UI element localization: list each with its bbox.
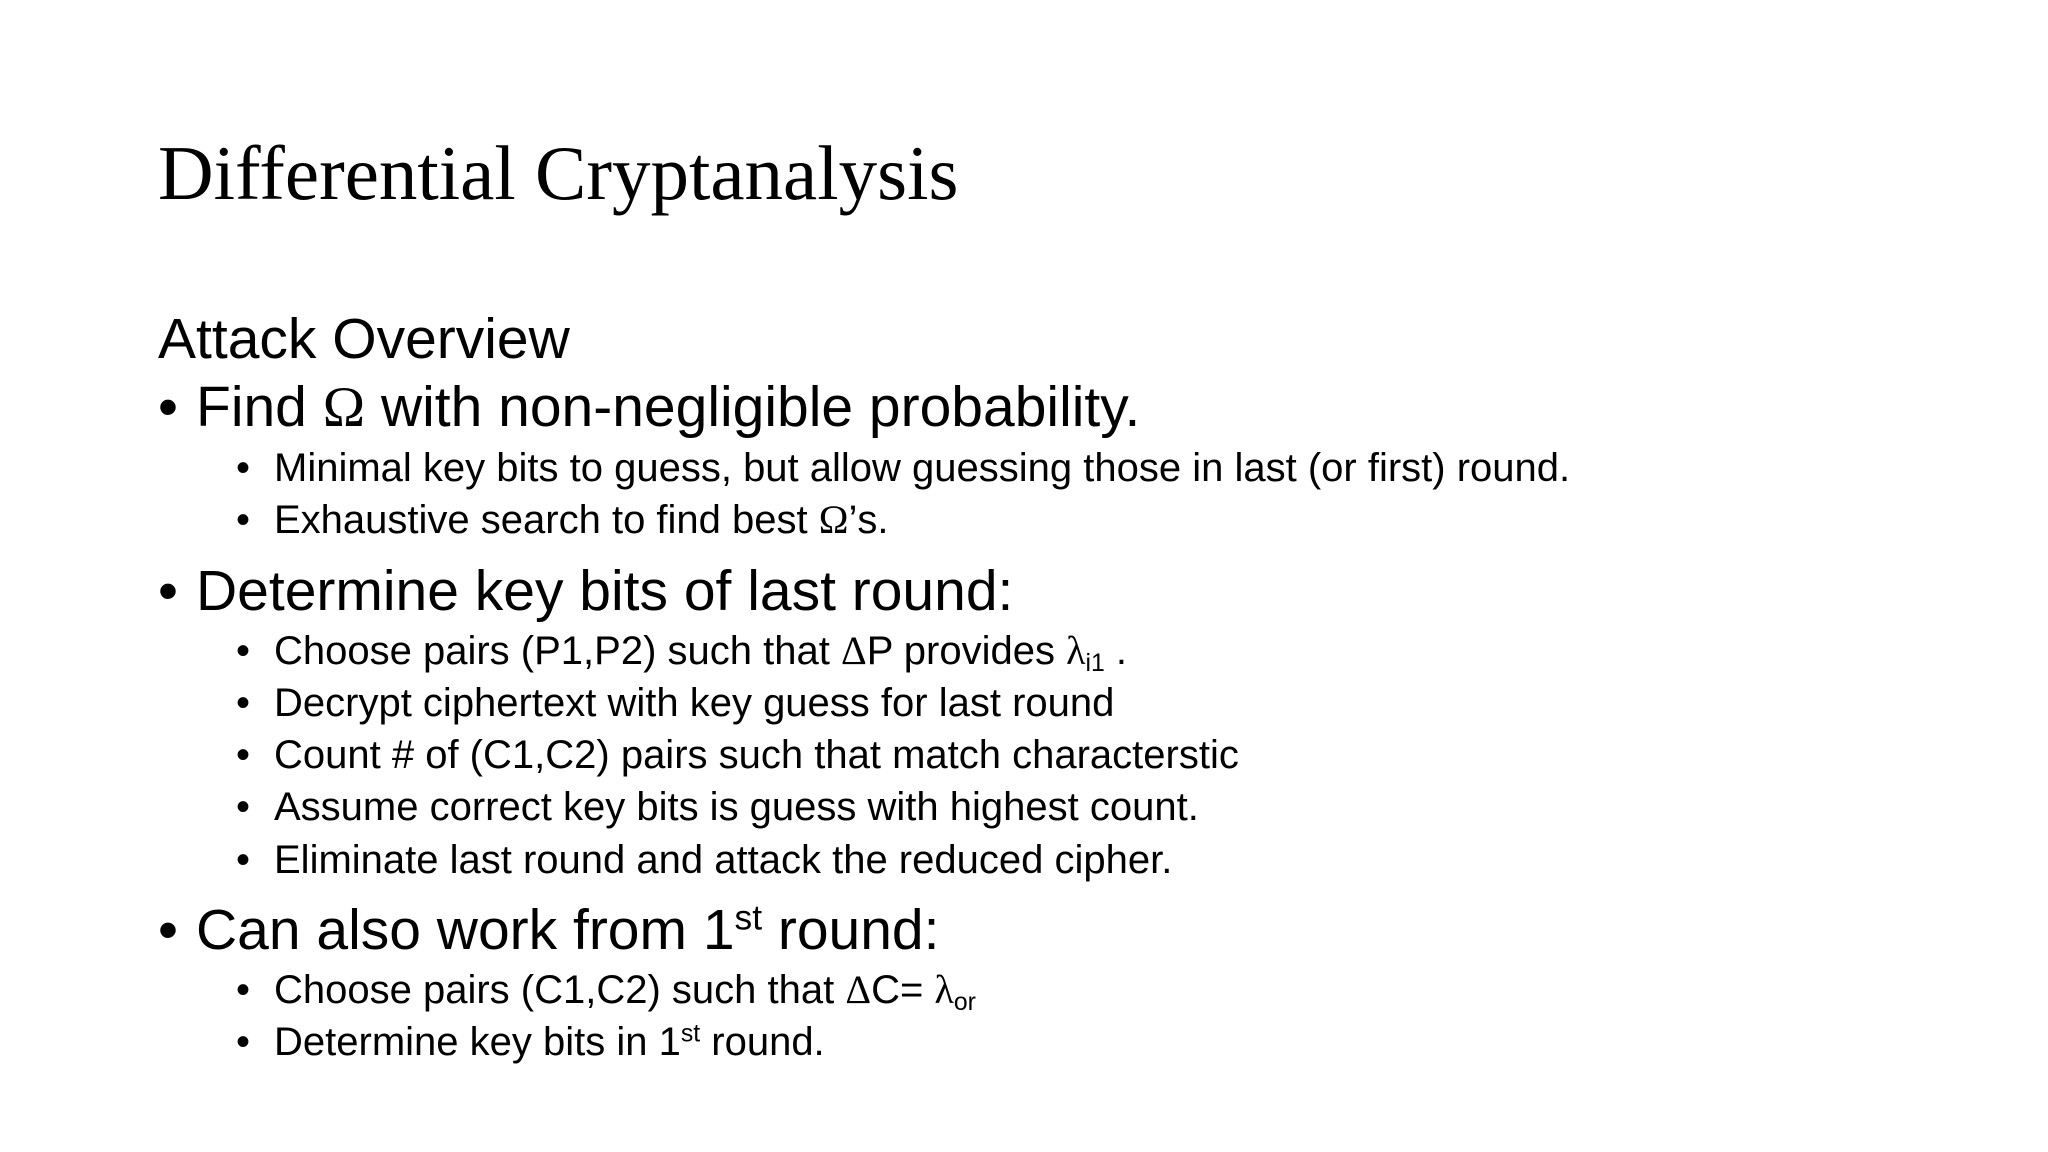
lambda-symbol: λ	[1066, 627, 1086, 673]
lambda-symbol: λ	[934, 967, 954, 1013]
sub-bullet-count-pairs: • Count # of (C1,C2) pairs such that match characterstic	[158, 729, 2018, 781]
omega-symbol: Ω	[818, 497, 849, 543]
slide-body	[158, 305, 2018, 1069]
bullet-determine-key-bits: • Determine key bits of last round:	[158, 557, 2018, 625]
bullet-text: Determine key bits in 1	[274, 1020, 681, 1065]
bullet-text: .	[1104, 628, 1128, 673]
sub-bullet-choose-plaintext-pairs	[158, 625, 2018, 677]
sub-bullet-eliminate-last-round: • Eliminate last round and attack the reduced cipher.	[158, 834, 2018, 886]
subscript: or	[953, 989, 976, 1017]
sub-bullet-choose-ciphertext-pairs	[158, 964, 2018, 1016]
bullet-text: Choose pairs (P1,P2) such that	[274, 628, 841, 673]
bullet-text: with non-negligible probability.	[365, 375, 1141, 439]
delta-symbol: Δ	[840, 627, 867, 673]
subscript: i1	[1085, 649, 1105, 677]
sub-bullet-minimal-key-bits: • Minimal key bits to guess, but allow guessing those in last (or first) round.	[158, 442, 2018, 494]
superscript: st	[680, 1020, 701, 1048]
superscript: st	[734, 898, 763, 938]
slide-title: Differential Cryptanalysis	[158, 130, 959, 216]
bullet-text: round.	[700, 1020, 825, 1065]
bullet-text: ’s.	[848, 498, 889, 543]
bullet-text: round:	[762, 898, 940, 963]
sub-bullet-determine-first-round	[158, 1016, 2018, 1068]
bullet-text: Find	[196, 375, 323, 439]
sub-bullet-assume-correct: • Assume correct key bits is guess with highest count.	[158, 781, 2018, 833]
bullet-text: Choose pairs (C1,C2) such that	[274, 968, 846, 1013]
delta-symbol: Δ	[845, 967, 872, 1013]
bullet-text: Exhaustive search to find best	[274, 498, 819, 543]
bullet-text: C=	[871, 968, 935, 1013]
omega-symbol: Ω	[322, 376, 366, 439]
sub-bullet-exhaustive-search	[158, 494, 2018, 546]
sub-bullet-decrypt-ciphertext: • Decrypt ciphertext with key guess for last round	[158, 677, 2018, 729]
bullet-text: P provides	[866, 628, 1067, 673]
section-subheading: Attack Overview	[158, 307, 570, 371]
bullet-find-omega	[158, 373, 2018, 442]
bullet-work-from-first-round	[158, 896, 2018, 964]
bullet-text: Can also work from 1	[196, 898, 735, 963]
